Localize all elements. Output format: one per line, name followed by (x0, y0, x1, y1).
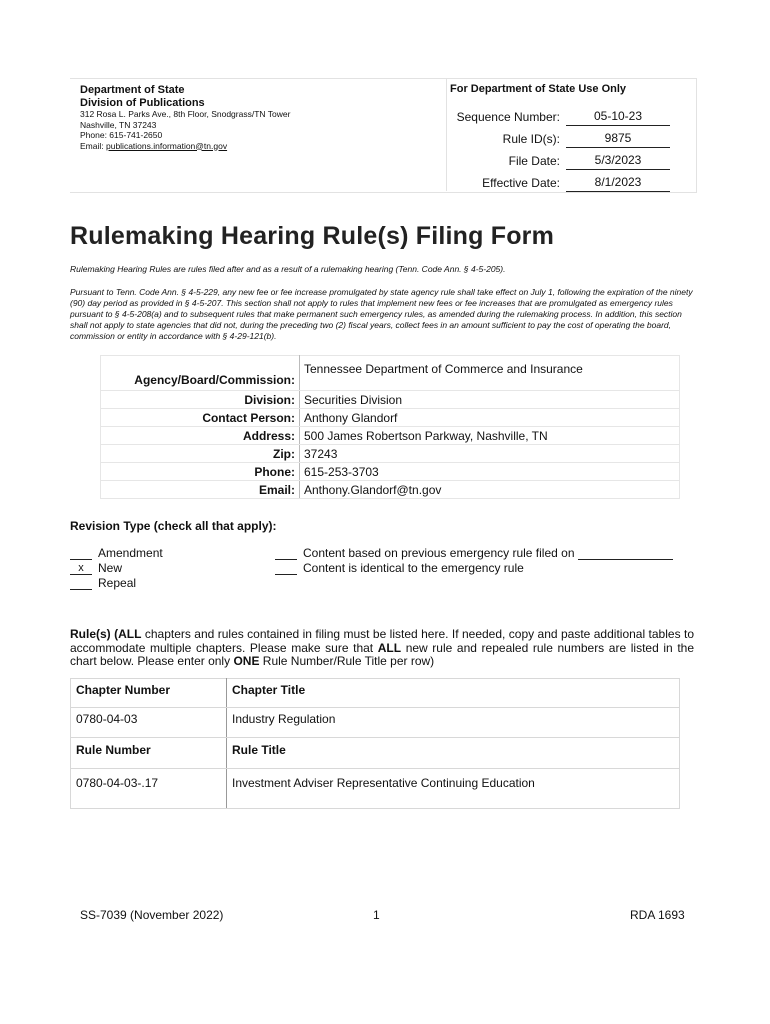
page-subtitle: Rulemaking Hearing Rules are rules filed after and as a result of a rulemaking hearing (Tenn. Code Ann. § 4-5-205). (70, 264, 506, 274)
option-label: New (98, 561, 123, 575)
use-only-heading: For Department of State Use Only (450, 83, 627, 95)
rule-number-cell: 0780-04-03-.17 (71, 769, 227, 809)
email-link[interactable]: publications.information@tn.gov (105, 140, 228, 151)
checkbox-amendment[interactable] (70, 547, 92, 560)
agency-row (101, 356, 680, 391)
department-name (80, 84, 205, 110)
rules-instructions (70, 628, 694, 669)
checkbox-repeal[interactable] (70, 577, 92, 590)
rules-note-part: chapters and rules contained in filing must be listed here. If needed, copy and paste additional tables to accommodate multiple chapters. Please make sure that (70, 627, 694, 655)
rule-id-value: 9875 (566, 130, 670, 148)
zip-label: Zip: (101, 445, 300, 463)
revision-left-group (70, 546, 163, 591)
footer-page-number: 1 (373, 908, 380, 922)
emergency-date-field[interactable] (578, 547, 673, 560)
rules-note-part: Rule(s) ( (70, 627, 119, 641)
phone-value: 615-253-3703 (300, 463, 680, 481)
option-label: Amendment (98, 546, 163, 560)
rules-note-bold: ALL (118, 627, 142, 641)
rules-note-part: Rule Number/Rule Title per row) (259, 654, 435, 668)
rules-note-bold: ONE (233, 654, 260, 668)
contact-label: Contact Person: (101, 409, 300, 427)
email-value: Anthony.Glandorf@tn.gov (300, 481, 680, 499)
agency-label: Agency/Board/Commission: (101, 356, 300, 391)
footer-form-id: SS-7039 (November 2022) (80, 908, 224, 922)
email-label-cell: Email: (101, 481, 300, 499)
chapter-header-row (71, 679, 680, 708)
phone-row (101, 463, 680, 481)
chapter-title-header: Chapter Title (227, 679, 680, 708)
email-label: Email: (80, 140, 106, 151)
address-line2: Nashville, TN 37243 (80, 119, 157, 130)
option-label: Repeal (98, 576, 137, 590)
rules-note-part: new rule and repealed rule numbers are listed in the chart below. Please enter only (70, 640, 695, 668)
footer-rda: RDA 1693 (630, 908, 685, 922)
checkbox-emergency-identical[interactable] (275, 562, 297, 575)
agency-table (100, 355, 680, 499)
department-address (80, 109, 290, 151)
rule-id-label: Rule ID(s): (502, 132, 560, 146)
rule-header-row (71, 738, 680, 769)
dept-line2: Division of Publications (80, 97, 205, 109)
pursuant-paragraph: Pursuant to Tenn. Code Ann. § 4-5-229, any new fee or fee increase promulgated by state agency rule shall take effect on July 1, following the expiration of the ninety (90) day period as provided in § 4-5-207. This section shall not apply to rules that implement new fees or fee increases that are promulgated as emergency rules pursuant to § 4-5-208(a) and to subsequent rules that make permanent such emergency rules, as amended during the rulemaking process. In addition, this section shall not apply to state agencies that did not, during the preceding two (2) fiscal years, collect fees in an amount sufficient to pay the cost of operating the board, commission or entity in accordance with § 4-29-121(b). (70, 287, 693, 341)
contact-row (101, 409, 680, 427)
checkbox-new[interactable]: x (70, 562, 92, 575)
sequence-number-row (446, 108, 696, 128)
revision-option-repeal[interactable] (70, 576, 163, 591)
file-date-label: File Date: (508, 154, 560, 168)
file-date-value: 5/3/2023 (566, 152, 670, 170)
division-row (101, 391, 680, 409)
division-label: Division: (101, 391, 300, 409)
address-value: 500 James Robertson Parkway, Nashville, TN (300, 427, 680, 445)
sequence-number-label: Sequence Number: (456, 110, 560, 124)
email-line (80, 141, 290, 152)
rule-id-row (446, 130, 696, 150)
phone-line: Phone: 615-741-2650 (80, 130, 163, 140)
address-line1: 312 Rosa L. Parks Ave., 8th Floor, Snodgrass/TN Tower (80, 109, 291, 119)
revision-option-emergency-identical[interactable] (275, 561, 673, 576)
chapter-number-header: Chapter Number (71, 679, 227, 708)
rule-number-header: Rule Number (71, 738, 227, 769)
address-row (101, 427, 680, 445)
rules-note-bold: ALL (377, 640, 402, 655)
rule-row (71, 769, 680, 809)
zip-value: 37243 (300, 445, 680, 463)
file-date-row (446, 152, 696, 172)
option-label: Content is identical to the emergency rule (303, 561, 524, 575)
revision-option-new[interactable] (70, 561, 163, 576)
revision-type-title: Revision Type (check all that apply): (70, 519, 277, 533)
chapter-number-cell: 0780-04-03 (71, 708, 227, 738)
email-row (101, 481, 680, 499)
effective-date-label: Effective Date: (482, 176, 560, 190)
revision-right-group (275, 546, 673, 576)
rules-table (70, 678, 680, 809)
division-value: Securities Division (300, 391, 680, 409)
chapter-title-cell: Industry Regulation (227, 708, 680, 738)
page-title: Rulemaking Hearing Rule(s) Filing Form (70, 222, 555, 250)
checkbox-emergency-based[interactable] (275, 547, 297, 560)
option-label: Content based on previous emergency rule filed on (303, 546, 575, 560)
zip-row (101, 445, 680, 463)
address-label: Address: (101, 427, 300, 445)
revision-option-emergency-based[interactable] (275, 546, 673, 561)
contact-value: Anthony Glandorf (300, 409, 680, 427)
agency-value: Tennessee Department of Commerce and Insurance (300, 356, 680, 391)
dept-line1: Department of State (80, 84, 185, 96)
chapter-row (71, 708, 680, 738)
effective-date-value: 8/1/2023 (566, 174, 670, 192)
sequence-number-value: 05-10-23 (566, 108, 670, 126)
rule-title-header: Rule Title (227, 738, 680, 769)
effective-date-row (446, 174, 696, 194)
phone-label: Phone: (101, 463, 300, 481)
rule-title-cell: Investment Adviser Representative Continuing Education (227, 769, 680, 809)
revision-option-amendment[interactable] (70, 546, 163, 561)
